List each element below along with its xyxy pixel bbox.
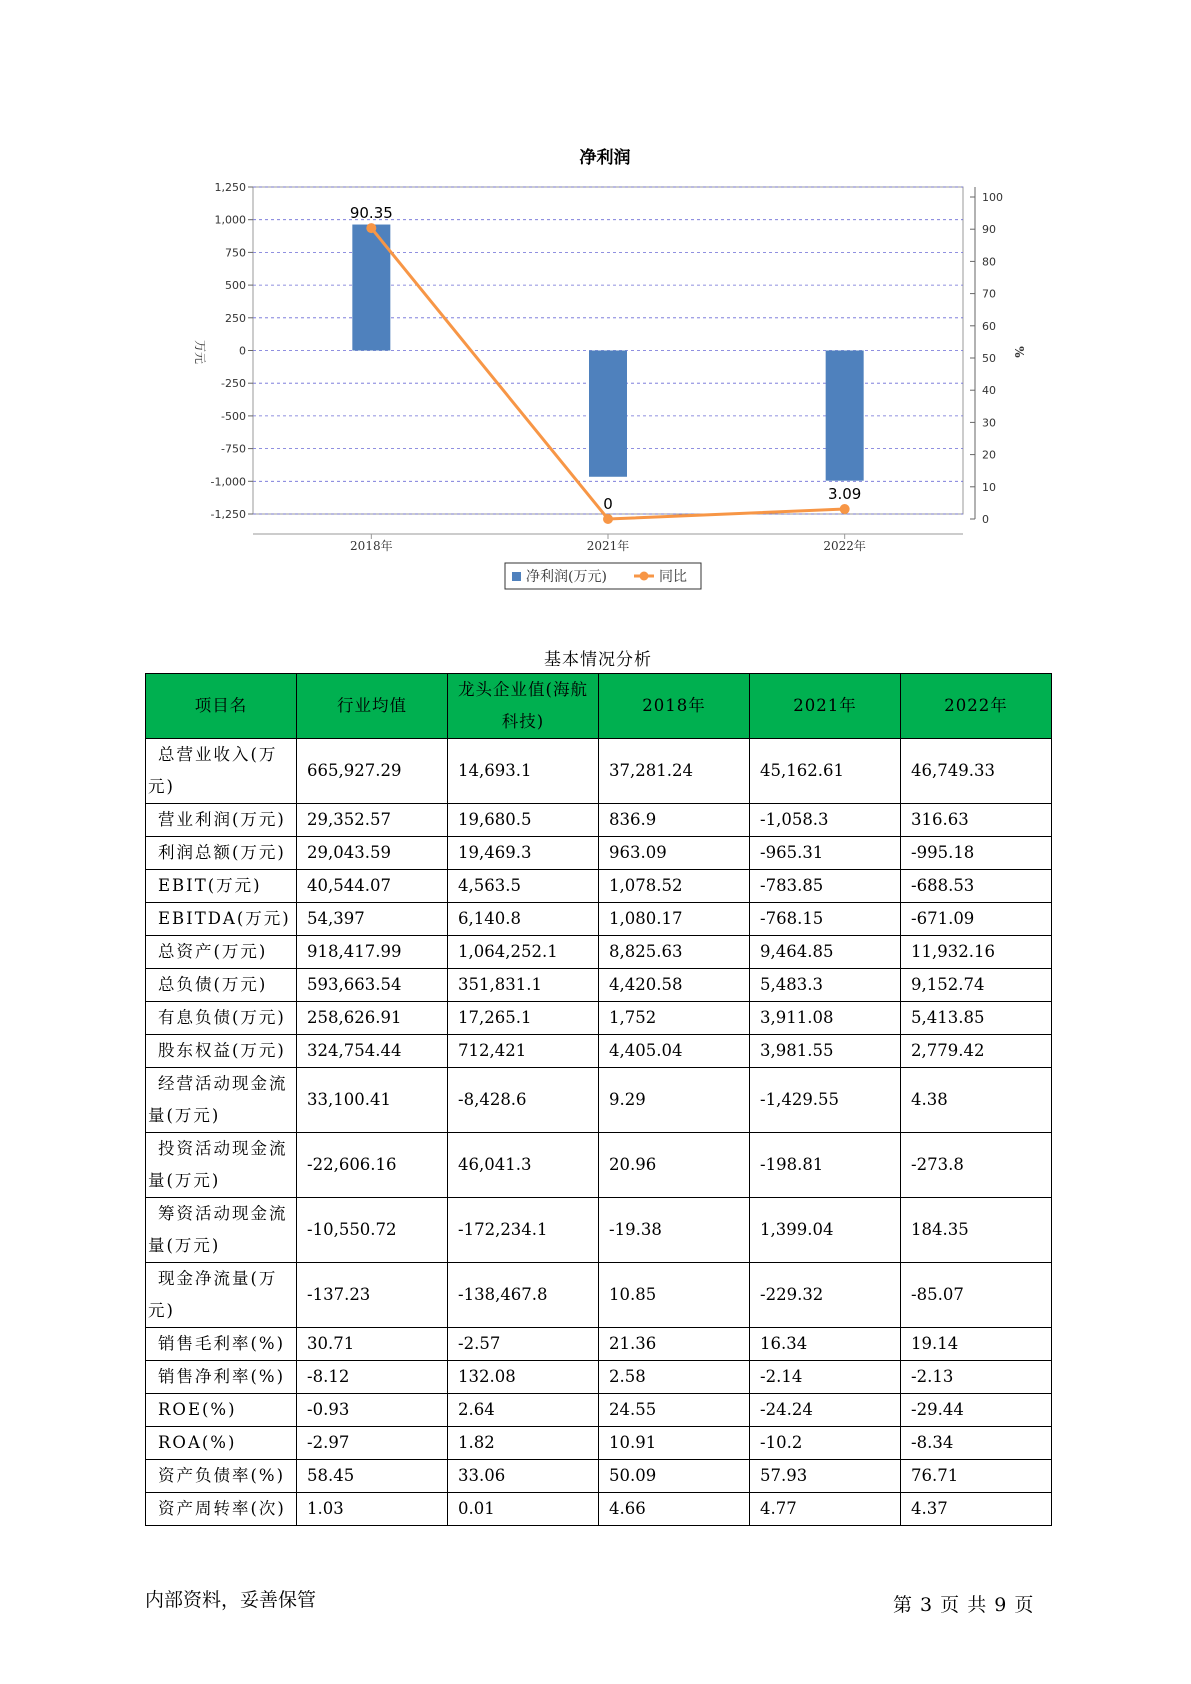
- table-cell: 30.71: [297, 1328, 448, 1361]
- row-label: EBIT(万元): [146, 870, 297, 903]
- table-row: [146, 1263, 1052, 1328]
- table-cell: 9,152.74: [901, 969, 1052, 1002]
- table-cell: -995.18: [901, 837, 1052, 870]
- net-profit-chart: [0, 0, 1191, 600]
- table-cell: 1,752: [599, 1002, 750, 1035]
- y-axis-right-label: %: [1012, 346, 1026, 358]
- table-row: [146, 1361, 1052, 1394]
- row-label: EBITDA(万元): [146, 903, 297, 936]
- table-cell: 8,825.63: [599, 936, 750, 969]
- table-cell: 5,483.3: [750, 969, 901, 1002]
- table-cell: 9.29: [599, 1068, 750, 1133]
- table-cell: -172,234.1: [448, 1198, 599, 1263]
- table-cell: 58.45: [297, 1460, 448, 1493]
- table-row: [146, 870, 1052, 903]
- x-tick-label: 2018年: [350, 539, 393, 553]
- row-label: 销售净利率(%): [146, 1361, 297, 1394]
- row-label: 股东权益(万元): [146, 1035, 297, 1068]
- table-cell: 11,932.16: [901, 936, 1052, 969]
- table-cell: 29,043.59: [297, 837, 448, 870]
- chart-canvas: [0, 0, 1191, 600]
- table-cell: 57.93: [750, 1460, 901, 1493]
- table-cell: -273.8: [901, 1133, 1052, 1198]
- table-cell: 1.82: [448, 1427, 599, 1460]
- table-cell: 1,078.52: [599, 870, 750, 903]
- right-tick-label: 20: [982, 448, 996, 462]
- table-cell: 54,397: [297, 903, 448, 936]
- table-cell: 17,265.1: [448, 1002, 599, 1035]
- row-label: 资产周转率(次): [146, 1493, 297, 1526]
- table-cell: 324,754.44: [297, 1035, 448, 1068]
- footer-page-number: 第 3 页 共 9 页: [893, 1594, 1035, 1616]
- row-label: ROE(%): [146, 1394, 297, 1427]
- table-cell: 184.35: [901, 1198, 1052, 1263]
- table-cell: 1,399.04: [750, 1198, 901, 1263]
- right-tick-label: 40: [982, 384, 996, 398]
- table-row: [146, 1068, 1052, 1133]
- y-axis-label: 万元: [193, 339, 207, 365]
- table-cell: 3,911.08: [750, 1002, 901, 1035]
- table-cell: 1,080.17: [599, 903, 750, 936]
- table-row: [146, 1460, 1052, 1493]
- right-tick-label: 100: [982, 191, 1003, 204]
- table-cell: 258,626.91: [297, 1002, 448, 1035]
- table-cell: 2,779.42: [901, 1035, 1052, 1068]
- header-2022: 2022年: [901, 674, 1052, 739]
- table-cell: 40,544.07: [297, 870, 448, 903]
- table-cell: -965.31: [750, 837, 901, 870]
- table-cell: 33.06: [448, 1460, 599, 1493]
- table-row: [146, 837, 1052, 870]
- right-tick-label: 10: [982, 480, 996, 494]
- row-label: 销售毛利率(%): [146, 1328, 297, 1361]
- table-cell: -10,550.72: [297, 1198, 448, 1263]
- table-cell: -688.53: [901, 870, 1052, 903]
- table-cell: -1,429.55: [750, 1068, 901, 1133]
- header-2018: 2018年: [599, 674, 750, 739]
- row-label: 筹资活动现金流量(万元): [146, 1198, 297, 1263]
- legend-swatch-marker: [640, 572, 649, 581]
- y-tick-label: -1,000: [210, 475, 246, 489]
- y-tick-label: 750: [225, 246, 246, 260]
- row-label: ROA(%): [146, 1427, 297, 1460]
- table-row: [146, 1493, 1052, 1526]
- table-cell: 4.38: [901, 1068, 1052, 1133]
- table-cell: -22,606.16: [297, 1133, 448, 1198]
- right-tick-label: 60: [982, 319, 996, 333]
- legend-label-bar: 净利润(万元): [526, 569, 607, 585]
- footer-confidential-note: 内部资料，妥善保管: [145, 1589, 317, 1611]
- header-item-name: 项目名: [146, 674, 297, 739]
- legend-label-line: 同比: [659, 569, 687, 585]
- table-row: [146, 1035, 1052, 1068]
- x-tick-label: 2022年: [823, 539, 866, 553]
- row-label: 资产负债率(%): [146, 1460, 297, 1493]
- table-cell: -85.07: [901, 1263, 1052, 1328]
- table-row: [146, 739, 1052, 804]
- table-cell: 37,281.24: [599, 739, 750, 804]
- yoy-point: [366, 223, 376, 233]
- table-cell: 1.03: [297, 1493, 448, 1526]
- table-cell: -229.32: [750, 1263, 901, 1328]
- row-label: 有息负债(万元): [146, 1002, 297, 1035]
- table-cell: 5,413.85: [901, 1002, 1052, 1035]
- table-row: [146, 1394, 1052, 1427]
- table-caption: 基本情况分析: [544, 650, 652, 670]
- table-row: [146, 1002, 1052, 1035]
- header-2021: 2021年: [750, 674, 901, 739]
- yoy-data-label: 3.09: [827, 485, 862, 504]
- table-cell: 2.58: [599, 1361, 750, 1394]
- table-cell: -8,428.6: [448, 1068, 599, 1133]
- table-cell: 1,064,252.1: [448, 936, 599, 969]
- table-cell: -2.13: [901, 1361, 1052, 1394]
- yoy-data-label: 90.35: [349, 204, 393, 223]
- yoy-point: [603, 514, 613, 524]
- table-cell: 10.91: [599, 1427, 750, 1460]
- table-cell: -137.23: [297, 1263, 448, 1328]
- table-row: [146, 969, 1052, 1002]
- table-cell: 19.14: [901, 1328, 1052, 1361]
- y-tick-label: 1,000: [214, 213, 246, 227]
- table-cell: 132.08: [448, 1361, 599, 1394]
- table-cell: -8.12: [297, 1361, 448, 1394]
- row-label: 总营业收入(万元): [146, 739, 297, 804]
- table-cell: -1,058.3: [750, 804, 901, 837]
- table-cell: 76.71: [901, 1460, 1052, 1493]
- yoy-point: [840, 504, 850, 514]
- table-cell: 21.36: [599, 1328, 750, 1361]
- table-row: [146, 1427, 1052, 1460]
- legend-swatch-bar: [512, 572, 521, 581]
- table-row: [146, 936, 1052, 969]
- table-cell: -8.34: [901, 1427, 1052, 1460]
- right-tick-label: 50: [982, 352, 996, 365]
- table-cell: -29.44: [901, 1394, 1052, 1427]
- table-cell: 29,352.57: [297, 804, 448, 837]
- table-cell: -0.93: [297, 1394, 448, 1427]
- table-cell: -783.85: [750, 870, 901, 903]
- bar: [826, 351, 864, 481]
- basic-analysis-table: [145, 673, 1052, 1526]
- row-label: 利润总额(万元): [146, 837, 297, 870]
- table-cell: 9,464.85: [750, 936, 901, 969]
- table-row: [146, 903, 1052, 936]
- table-cell: 836.9: [599, 804, 750, 837]
- table-cell: 3,981.55: [750, 1035, 901, 1068]
- row-label: 经营活动现金流量(万元): [146, 1068, 297, 1133]
- table-cell: 20.96: [599, 1133, 750, 1198]
- table-cell: 316.63: [901, 804, 1052, 837]
- y-tick-label: -1,250: [210, 508, 246, 521]
- table-row: [146, 1133, 1052, 1198]
- y-tick-label: -750: [221, 442, 246, 456]
- header-leader-value: 龙头企业值(海航科技): [448, 674, 599, 739]
- table-cell: 712,421: [448, 1035, 599, 1068]
- table-cell: -19.38: [599, 1198, 750, 1263]
- table-cell: -768.15: [750, 903, 901, 936]
- table-cell: 16.34: [750, 1328, 901, 1361]
- table-cell: 4.66: [599, 1493, 750, 1526]
- table-cell: -671.09: [901, 903, 1052, 936]
- table-cell: 10.85: [599, 1263, 750, 1328]
- table-row: [146, 1328, 1052, 1361]
- table-cell: 351,831.1: [448, 969, 599, 1002]
- right-tick-label: 0: [982, 513, 989, 526]
- table-cell: 4,405.04: [599, 1035, 750, 1068]
- right-tick-label: 70: [982, 287, 996, 301]
- table-cell: -138,467.8: [448, 1263, 599, 1328]
- table-cell: -24.24: [750, 1394, 901, 1427]
- table-cell: 4,563.5: [448, 870, 599, 903]
- row-label: 总负债(万元): [146, 969, 297, 1002]
- bar: [589, 351, 627, 477]
- header-industry-avg: 行业均值: [297, 674, 448, 739]
- right-tick-label: 90: [982, 223, 996, 237]
- row-label: 营业利润(万元): [146, 804, 297, 837]
- table-cell: -10.2: [750, 1427, 901, 1460]
- y-tick-label: -500: [221, 409, 246, 423]
- row-label: 现金净流量(万元): [146, 1263, 297, 1328]
- table-cell: 593,663.54: [297, 969, 448, 1002]
- y-tick-label: 0: [239, 344, 246, 358]
- right-tick-label: 30: [982, 416, 996, 430]
- row-label: 总资产(万元): [146, 936, 297, 969]
- table-cell: 0.01: [448, 1493, 599, 1526]
- table-cell: -2.14: [750, 1361, 901, 1394]
- y-tick-label: 500: [225, 279, 246, 293]
- table-row: [146, 804, 1052, 837]
- row-label: 投资活动现金流量(万元): [146, 1133, 297, 1198]
- yoy-data-label: 0: [603, 495, 613, 513]
- table-cell: 46,041.3: [448, 1133, 599, 1198]
- y-tick-label: 1,250: [214, 181, 246, 194]
- table-cell: -198.81: [750, 1133, 901, 1198]
- table-cell: 46,749.33: [901, 739, 1052, 804]
- y-tick-label: -250: [221, 377, 246, 391]
- table-cell: 918,417.99: [297, 936, 448, 969]
- table-cell: -2.97: [297, 1427, 448, 1460]
- table-cell: 665,927.29: [297, 739, 448, 804]
- table-header-row: [146, 674, 1052, 739]
- chart-title: 净利润: [579, 148, 631, 168]
- table-cell: 4,420.58: [599, 969, 750, 1002]
- table-cell: 45,162.61: [750, 739, 901, 804]
- table-cell: 19,680.5: [448, 804, 599, 837]
- x-tick-label: 2021年: [586, 539, 630, 553]
- table-cell: 2.64: [448, 1394, 599, 1427]
- right-tick-label: 80: [982, 255, 996, 269]
- table-cell: -2.57: [448, 1328, 599, 1361]
- table-cell: 6,140.8: [448, 903, 599, 936]
- table-cell: 24.55: [599, 1394, 750, 1427]
- y-tick-label: 250: [225, 311, 246, 325]
- table-cell: 19,469.3: [448, 837, 599, 870]
- table-cell: 963.09: [599, 837, 750, 870]
- table-cell: 14,693.1: [448, 739, 599, 804]
- table-cell: 4.37: [901, 1493, 1052, 1526]
- table-cell: 50.09: [599, 1460, 750, 1493]
- table-row: [146, 1198, 1052, 1263]
- table-cell: 33,100.41: [297, 1068, 448, 1133]
- table-cell: 4.77: [750, 1493, 901, 1526]
